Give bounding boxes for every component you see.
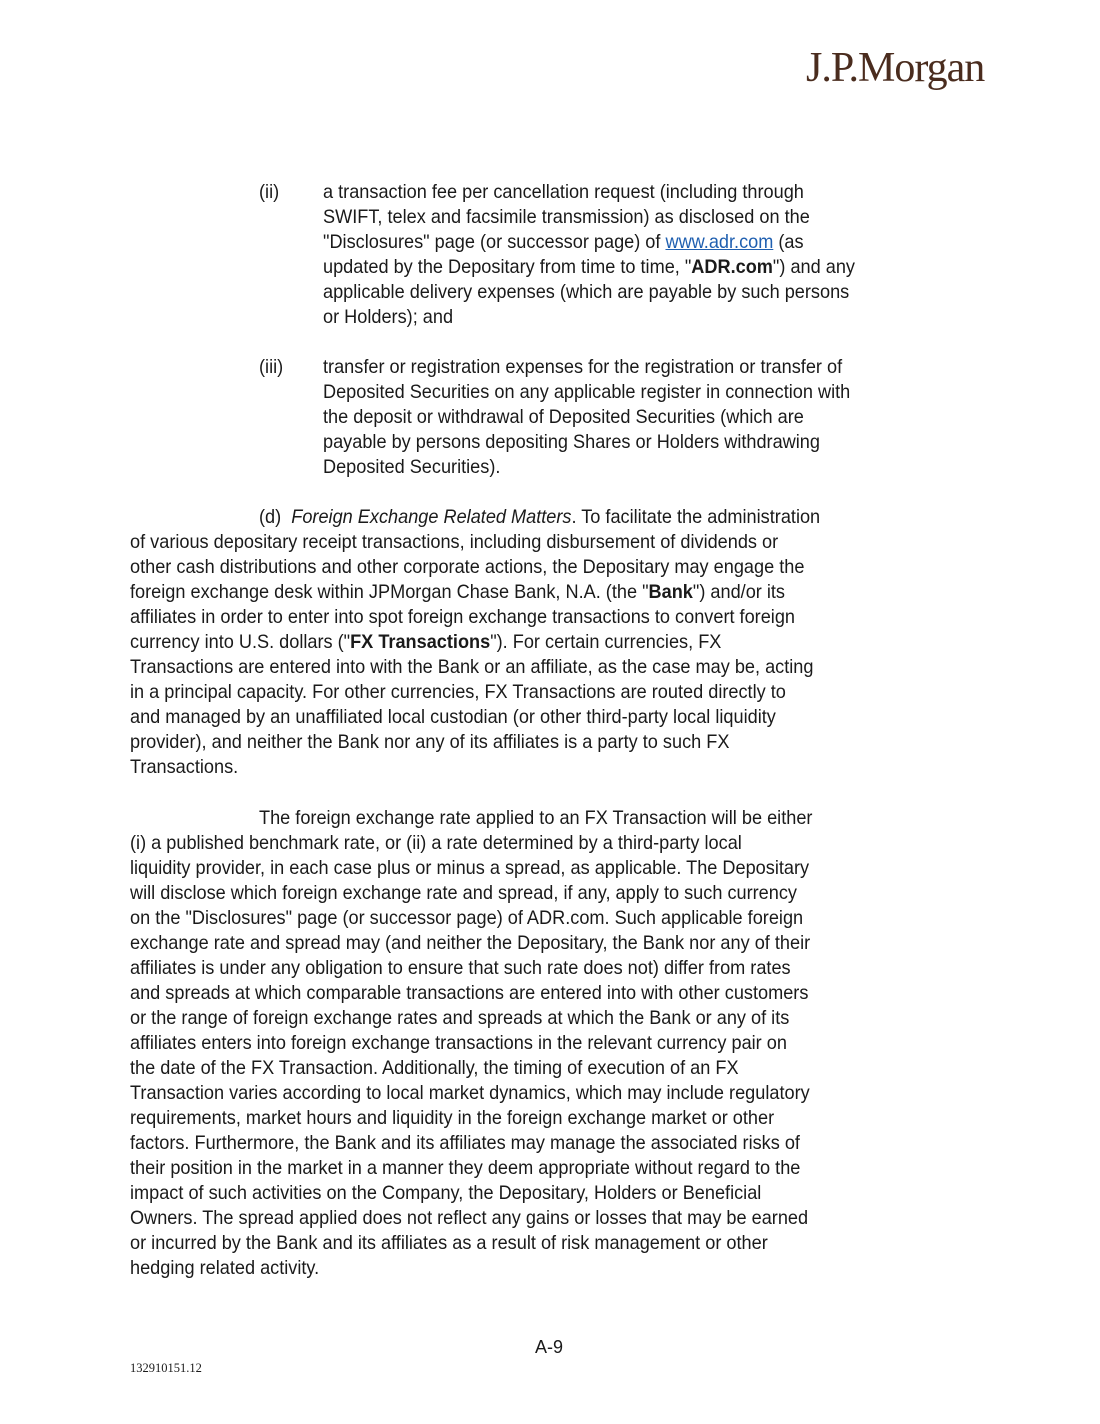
- adr-website-link[interactable]: www.adr.com: [665, 231, 774, 253]
- text-line: will disclose which foreign exchange rate and spread, if any, apply to such currency: [130, 882, 797, 904]
- text-segment: "). For certain currencies, FX: [490, 631, 722, 653]
- text-line: affiliates in order to enter into spot foreign exchange transactions to convert foreign: [130, 606, 796, 628]
- text-line: the date of the FX Transaction. Additionally, the timing of execution of an FX: [130, 1057, 739, 1079]
- text-line: exchange rate and spread may (and neither the Depositary, the Bank nor any of their: [130, 932, 811, 954]
- defined-term: FX Transactions: [350, 631, 491, 653]
- text-segment: currency into U.S. dollars (": [130, 631, 351, 653]
- text-line: Deposited Securities on any applicable register in connection with: [323, 381, 851, 403]
- text-line: (i) a published benchmark rate, or (ii) a rate determined by a third-party local: [130, 832, 742, 854]
- text-line: the deposit or withdrawal of Deposited Securities (which are: [323, 406, 804, 428]
- text-line: The foreign exchange rate applied to an FX Transaction will be either: [259, 807, 813, 829]
- text-line: other cash distributions and other corporate actions, the Depositary may engage the: [130, 556, 805, 578]
- text-line: factors. Furthermore, the Bank and its affiliates may manage the associated risks of: [130, 1132, 800, 1154]
- text-line: payable by persons depositing Shares or Holders withdrawing: [323, 431, 820, 453]
- text-line: on the "Disclosures" page (or successor page) of ADR.com. Such applicable foreign: [130, 907, 804, 929]
- text-line: and spreads at which comparable transactions are entered into with other customers: [130, 982, 809, 1004]
- text-line: in a principal capacity. For other currencies, FX Transactions are routed directly to: [130, 681, 786, 703]
- text-segment: foreign exchange desk within JPMorgan Chase Bank, N.A. (the ": [130, 581, 649, 603]
- text-line: [130, 630, 721, 655]
- text-line: and managed by an unaffiliated local custodian (or other third-party local liquidity: [130, 706, 776, 728]
- text-line: impact of such activities on the Company, the Depositary, Holders or Beneficial: [130, 1182, 762, 1204]
- text-line: Deposited Securities).: [323, 456, 501, 478]
- text-line: Transaction varies according to local market dynamics, which may include regulatory: [130, 1082, 810, 1104]
- text-line: or incurred by the Bank and its affiliates as a result of risk management or other: [130, 1232, 768, 1254]
- text-line: provider), and neither the Bank nor any of its affiliates is a party to such FX: [130, 731, 730, 753]
- defined-term: Bank: [648, 581, 693, 603]
- section-heading: Foreign Exchange Related Matters: [291, 506, 572, 528]
- item-marker: (ii): [259, 181, 280, 203]
- text-line: transfer or registration expenses for the registration or transfer of: [323, 356, 843, 378]
- text-line: or the range of foreign exchange rates and spreads at which the Bank or any of its: [130, 1007, 790, 1029]
- text-line: [130, 580, 785, 605]
- text-segment: ") and/or its: [692, 581, 785, 603]
- document-id: 132910151.12: [130, 1361, 202, 1375]
- text-segment: ") and any: [772, 256, 855, 278]
- text-line: requirements, market hours and liquidity in the foreign exchange market or other: [130, 1107, 775, 1129]
- text-line: of various depositary receipt transactions, including disbursement of dividends or: [130, 531, 779, 553]
- text-line: Owners. The spread applied does not reflect any gains or losses that may be earned: [130, 1207, 809, 1229]
- text-line: a transaction fee per cancellation request (including through: [323, 181, 804, 203]
- text-line: affiliates enters into foreign exchange transactions in the relevant currency pair on: [130, 1032, 787, 1054]
- text-line: or Holders); and: [323, 306, 454, 328]
- item-marker: (iii): [259, 356, 284, 378]
- text-segment: updated by the Depositary from time to time, ": [323, 256, 692, 278]
- text-line: [323, 255, 855, 280]
- text-segment: . To facilitate the administration: [571, 506, 821, 528]
- text-line: their position in the market in a manner they deem appropriate without regard to the: [130, 1157, 801, 1179]
- text-line: affiliates is under any obligation to ensure that such rate does not) differ from rates: [130, 957, 791, 979]
- text-line: [323, 230, 804, 255]
- text-line: liquidity provider, in each case plus or minus a spread, as applicable. The Depositary: [130, 857, 810, 879]
- text-segment: (as: [773, 231, 804, 253]
- defined-term: ADR.com: [691, 256, 773, 278]
- section-marker: (d): [259, 506, 282, 528]
- text-line: [259, 505, 820, 530]
- text-line: Transactions.: [130, 756, 239, 778]
- text-line: SWIFT, telex and facsimile transmission) as disclosed on the: [323, 206, 810, 228]
- text-line: Transactions are entered into with the Bank or an affiliate, as the case may be, acting: [130, 656, 814, 678]
- page-number: A-9: [535, 1337, 564, 1357]
- jpmorgan-logo: J.P.Morgan: [806, 45, 985, 91]
- text-line: applicable delivery expenses (which are payable by such persons: [323, 281, 850, 303]
- text-segment: "Disclosures" page (or successor page) of: [323, 231, 666, 253]
- text-line: hedging related activity.: [130, 1257, 320, 1279]
